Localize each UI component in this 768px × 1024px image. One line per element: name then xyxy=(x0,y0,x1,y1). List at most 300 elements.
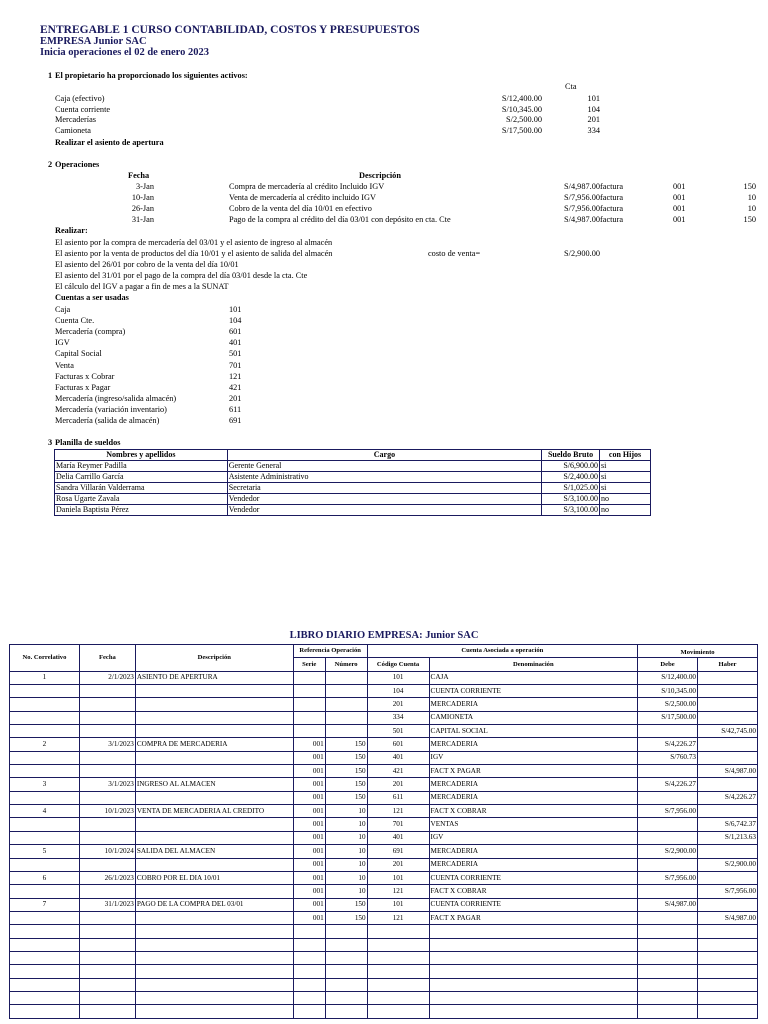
journal-header-codigo: Código Cuenta xyxy=(367,658,429,671)
journal-correlativo xyxy=(10,858,80,871)
section-2-title: Operaciones xyxy=(55,160,100,169)
account-name: Mercadería (variación inventario) xyxy=(55,404,167,414)
journal-serie xyxy=(293,671,325,684)
journal-codigo: 201 xyxy=(367,698,429,711)
payroll-row xyxy=(55,494,651,505)
asset-amount: S/12,400.00 xyxy=(501,94,542,103)
journal-descripcion xyxy=(135,818,293,831)
journal-header-movimiento: Movimiento xyxy=(638,645,758,658)
journal-correlativo xyxy=(10,698,80,711)
journal-descripcion: VENTA DE MERCADERIA AL CREDITO xyxy=(135,805,293,818)
journal-correlativo: 6 xyxy=(10,871,80,884)
journal-codigo: 121 xyxy=(367,805,429,818)
account-code: 421 xyxy=(229,382,242,392)
journal-numero: 150 xyxy=(325,765,367,778)
journal-denominacion xyxy=(429,965,638,978)
journal-fecha xyxy=(79,685,135,698)
journal-correlativo xyxy=(10,965,80,978)
journal-empty-row xyxy=(10,978,758,991)
account-code: 691 xyxy=(229,416,242,425)
journal-codigo xyxy=(367,965,429,978)
payroll-row xyxy=(55,483,651,494)
journal-header-descripcion: Descripción xyxy=(135,645,293,672)
journal-descripcion: PAGO DE LA COMPRA DEL 03/01 xyxy=(135,898,293,911)
op-serie: 001 xyxy=(673,193,686,202)
payroll-hijos: si xyxy=(600,472,651,483)
journal-codigo: 101 xyxy=(367,671,429,684)
journal-correlativo xyxy=(10,978,80,991)
journal-correlativo xyxy=(10,991,80,1004)
journal-row xyxy=(10,845,758,858)
account-code: 201 xyxy=(229,393,242,403)
journal-serie: 001 xyxy=(293,845,325,858)
journal-fecha xyxy=(79,751,135,764)
journal-debe xyxy=(638,858,698,871)
journal-numero xyxy=(325,991,367,1004)
journal-row xyxy=(10,791,758,804)
journal-codigo: 421 xyxy=(367,765,429,778)
journal-denominacion: IGV xyxy=(429,831,638,844)
journal-denominacion: MERCADERIA xyxy=(429,698,638,711)
journal-denominacion: FACT X COBRAR xyxy=(429,805,638,818)
journal-debe: S/4,226.27 xyxy=(638,738,698,751)
journal-serie: 001 xyxy=(293,818,325,831)
journal-fecha xyxy=(79,951,135,964)
op-date: 26-Jan xyxy=(131,204,154,213)
journal-correlativo xyxy=(10,885,80,898)
journal-numero: 150 xyxy=(325,791,367,804)
journal-numero: 150 xyxy=(325,898,367,911)
journal-haber xyxy=(698,938,758,951)
journal-empty-row xyxy=(10,991,758,1004)
payroll-header-hijos: con Hijos xyxy=(600,450,651,461)
journal-denominacion: MERCADERIA xyxy=(429,738,638,751)
journal-haber: S/2,900.00 xyxy=(698,858,758,871)
journal-serie xyxy=(293,711,325,724)
journal-haber xyxy=(698,898,758,911)
journal-serie: 001 xyxy=(293,898,325,911)
journal-denominacion xyxy=(429,925,638,938)
journal-codigo: 101 xyxy=(367,871,429,884)
journal-row xyxy=(10,738,758,751)
journal-descripcion xyxy=(135,965,293,978)
journal-header-numero: Número xyxy=(325,658,367,671)
journal-correlativo xyxy=(10,765,80,778)
journal-serie xyxy=(293,698,325,711)
journal-correlativo xyxy=(10,831,80,844)
section-1-number: 1 xyxy=(48,71,53,80)
journal-numero: 10 xyxy=(325,871,367,884)
journal-serie xyxy=(293,978,325,991)
journal-numero: 150 xyxy=(325,911,367,924)
asset-name: Camioneta xyxy=(55,125,91,135)
journal-row xyxy=(10,831,758,844)
journal-empty-row xyxy=(10,925,758,938)
journal-debe xyxy=(638,765,698,778)
journal-descripcion xyxy=(135,951,293,964)
journal-denominacion: CUENTA CORRIENTE xyxy=(429,871,638,884)
journal-codigo: 121 xyxy=(367,911,429,924)
asset-amount: S/17,500.00 xyxy=(501,125,542,135)
journal-debe xyxy=(638,911,698,924)
account-code: 101 xyxy=(229,305,242,314)
journal-descripcion: ASIENTO DE APERTURA xyxy=(135,671,293,684)
journal-correlativo: 5 xyxy=(10,845,80,858)
journal-serie xyxy=(293,965,325,978)
journal-descripcion xyxy=(135,911,293,924)
journal-descripcion xyxy=(135,991,293,1004)
journal-descripcion xyxy=(135,698,293,711)
section-1-title: El propietario ha proporcionado los siguientes activos: xyxy=(55,71,248,80)
journal-debe: S/7,956.00 xyxy=(638,805,698,818)
journal-haber xyxy=(698,978,758,991)
journal-header-serie: Serie xyxy=(293,658,325,671)
journal-codigo xyxy=(367,991,429,1004)
company-name: EMPRESA Junior SAC xyxy=(40,36,147,47)
journal-empty-row xyxy=(10,938,758,951)
op-number: 150 xyxy=(743,182,756,191)
journal-correlativo xyxy=(10,791,80,804)
payroll-hijos: si xyxy=(600,483,651,494)
document-title: ENTREGABLE 1 CURSO CONTABILIDAD, COSTOS Y PRESUPUESTOS xyxy=(40,24,420,36)
payroll-name: Rosa Ugarte Zavala xyxy=(55,494,228,505)
journal-haber: S/42,745.00 xyxy=(698,725,758,738)
payroll-name: María Reymer Padilla xyxy=(55,461,228,472)
journal-header-denominacion: Denominación xyxy=(429,658,638,671)
asset-amount: S/2,500.00 xyxy=(506,115,542,124)
account-name: Caja xyxy=(55,305,71,314)
journal-fecha xyxy=(79,925,135,938)
payroll-sueldo: S/3,100.00 xyxy=(542,505,600,516)
op-number: 10 xyxy=(747,204,756,213)
account-name: Mercadería (ingreso/salida almacén) xyxy=(55,393,177,403)
journal-numero xyxy=(325,698,367,711)
journal-serie xyxy=(293,991,325,1004)
task-item: El asiento del 31/01 por el pago de la compra del día 03/01 desde la cta. Cte xyxy=(55,271,308,280)
op-date: 10-Jan xyxy=(131,193,154,202)
payroll-sueldo: S/3,100.00 xyxy=(542,494,600,505)
journal-haber xyxy=(698,711,758,724)
journal-correlativo: 7 xyxy=(10,898,80,911)
journal-haber xyxy=(698,951,758,964)
op-number: 150 xyxy=(743,215,756,224)
journal-fecha xyxy=(79,858,135,871)
op-description: Venta de mercadería al crédito incluido IGV xyxy=(229,193,376,202)
journal-correlativo xyxy=(10,925,80,938)
journal-serie xyxy=(293,951,325,964)
asset-cta: 104 xyxy=(587,104,600,114)
payroll-cargo: Asistente Administrativo xyxy=(227,472,541,483)
op-doc: factura xyxy=(600,182,624,191)
journal-table xyxy=(9,644,758,1019)
journal-header-fecha: Fecha xyxy=(79,645,135,672)
journal-header-haber: Haber xyxy=(698,658,758,671)
journal-codigo: 201 xyxy=(367,778,429,791)
journal-haber: S/4,987.00 xyxy=(698,911,758,924)
payroll-sueldo: S/2,400.00 xyxy=(542,472,600,483)
journal-serie xyxy=(293,938,325,951)
journal-empty-row xyxy=(10,965,758,978)
journal-row xyxy=(10,778,758,791)
op-doc: factura xyxy=(600,204,624,213)
journal-fecha: 3/1/2023 xyxy=(79,738,135,751)
journal-fecha: 31/1/2023 xyxy=(79,898,135,911)
journal-haber xyxy=(698,1005,758,1018)
journal-denominacion: FACT X COBRAR xyxy=(429,885,638,898)
journal-fecha: 3/1/2023 xyxy=(79,778,135,791)
journal-debe: S/7,956.00 xyxy=(638,871,698,884)
journal-haber xyxy=(698,805,758,818)
journal-denominacion xyxy=(429,1005,638,1018)
section-2-number: 2 xyxy=(48,160,53,169)
journal-numero xyxy=(325,671,367,684)
journal-codigo: 501 xyxy=(367,725,429,738)
journal-descripcion xyxy=(135,711,293,724)
journal-denominacion xyxy=(429,951,638,964)
journal-denominacion: CAPITAL SOCIAL xyxy=(429,725,638,738)
journal-denominacion: CUENTA CORRIENTE xyxy=(429,898,638,911)
journal-correlativo: 2 xyxy=(10,738,80,751)
journal-fecha xyxy=(79,965,135,978)
journal-denominacion xyxy=(429,991,638,1004)
journal-descripcion xyxy=(135,765,293,778)
journal-header-correlativo: No. Correlativo xyxy=(10,645,80,672)
op-serie: 001 xyxy=(673,204,686,213)
journal-serie: 001 xyxy=(293,805,325,818)
journal-serie: 001 xyxy=(293,778,325,791)
op-date: 31-Jan xyxy=(131,215,154,224)
journal-numero xyxy=(325,685,367,698)
journal-descripcion xyxy=(135,938,293,951)
journal-debe xyxy=(638,951,698,964)
journal-fecha xyxy=(79,831,135,844)
journal-debe xyxy=(638,831,698,844)
account-name: Mercadería (salida de almacén) xyxy=(55,416,160,425)
payroll-name: Delia Carrillo García xyxy=(55,472,228,483)
op-amount: S/4,987.00 xyxy=(564,215,600,224)
journal-denominacion: VENTAS xyxy=(429,818,638,831)
journal-descripcion xyxy=(135,978,293,991)
payroll-header-name: Nombres y apellidos xyxy=(55,450,228,461)
journal-debe: S/10,345.00 xyxy=(638,685,698,698)
journal-codigo xyxy=(367,925,429,938)
section-1-task: Realizar el asiento de apertura xyxy=(55,138,164,147)
journal-haber: S/1,213.63 xyxy=(698,831,758,844)
journal-row xyxy=(10,751,758,764)
journal-correlativo xyxy=(10,911,80,924)
journal-codigo xyxy=(367,951,429,964)
account-name: Facturas x Pagar xyxy=(55,382,111,392)
journal-denominacion: IGV xyxy=(429,751,638,764)
journal-fecha xyxy=(79,978,135,991)
journal-descripcion xyxy=(135,925,293,938)
journal-fecha: 2/1/2023 xyxy=(79,671,135,684)
journal-numero xyxy=(325,978,367,991)
journal-denominacion: CAJA xyxy=(429,671,638,684)
ops-desc-header: Descripción xyxy=(359,171,401,180)
journal-descripcion xyxy=(135,685,293,698)
journal-haber xyxy=(698,738,758,751)
journal-numero xyxy=(325,1005,367,1018)
journal-descripcion xyxy=(135,725,293,738)
journal-correlativo xyxy=(10,938,80,951)
journal-fecha: 26/1/2023 xyxy=(79,871,135,884)
realizar-label: Realizar: xyxy=(55,226,88,235)
journal-codigo: 401 xyxy=(367,831,429,844)
account-name: Venta xyxy=(55,360,74,370)
payroll-hijos: no xyxy=(600,505,651,516)
journal-codigo: 611 xyxy=(367,791,429,804)
journal-correlativo xyxy=(10,818,80,831)
journal-header-cuenta: Cuenta Asociada a operación xyxy=(367,645,637,658)
journal-fecha xyxy=(79,1005,135,1018)
journal-numero xyxy=(325,938,367,951)
journal-codigo xyxy=(367,938,429,951)
journal-denominacion xyxy=(429,978,638,991)
journal-haber xyxy=(698,671,758,684)
journal-serie: 001 xyxy=(293,871,325,884)
journal-correlativo xyxy=(10,685,80,698)
journal-haber xyxy=(698,965,758,978)
journal-denominacion: MERCADERIA xyxy=(429,858,638,871)
journal-debe xyxy=(638,725,698,738)
journal-numero: 150 xyxy=(325,778,367,791)
journal-codigo: 334 xyxy=(367,711,429,724)
journal-haber xyxy=(698,751,758,764)
journal-correlativo xyxy=(10,751,80,764)
op-date: 3-Jan xyxy=(136,182,154,191)
payroll-header-sueldo: Sueldo Bruto xyxy=(542,450,600,461)
payroll-name: Daniela Baptista Pérez xyxy=(55,505,228,516)
costo-venta-value: S/2,900.00 xyxy=(564,249,600,258)
task-item: El asiento por la compra de mercadería del 03/01 y el asiento de ingreso al almacén xyxy=(55,238,333,247)
journal-fecha: 10/1/2023 xyxy=(79,805,135,818)
journal-correlativo: 3 xyxy=(10,778,80,791)
journal-descripcion: SALIDA DEL ALMACEN xyxy=(135,845,293,858)
journal-row xyxy=(10,885,758,898)
journal-haber xyxy=(698,778,758,791)
journal-numero xyxy=(325,725,367,738)
journal-codigo xyxy=(367,1005,429,1018)
journal-denominacion: FACT X PAGAR xyxy=(429,765,638,778)
journal-codigo: 601 xyxy=(367,738,429,751)
journal-haber xyxy=(698,685,758,698)
journal-debe xyxy=(638,791,698,804)
journal-debe: S/2,500.00 xyxy=(638,698,698,711)
op-description: Pago de la compra al crédito del día 03/01 con depósito en cta. Cte xyxy=(229,215,451,224)
journal-numero: 10 xyxy=(325,818,367,831)
journal-numero: 10 xyxy=(325,805,367,818)
journal-debe: S/4,226.27 xyxy=(638,778,698,791)
journal-denominacion: MERCADERIA xyxy=(429,778,638,791)
journal-numero xyxy=(325,951,367,964)
account-name: IGV xyxy=(55,338,70,348)
journal-denominacion: FACT X PAGAR xyxy=(429,911,638,924)
payroll-cargo: Vendedor xyxy=(227,494,541,505)
journal-debe: S/4,987.00 xyxy=(638,898,698,911)
journal-serie xyxy=(293,1005,325,1018)
journal-codigo: 101 xyxy=(367,898,429,911)
journal-serie: 001 xyxy=(293,738,325,751)
journal-correlativo xyxy=(10,711,80,724)
journal-serie: 001 xyxy=(293,858,325,871)
journal-fecha xyxy=(79,765,135,778)
journal-serie: 001 xyxy=(293,911,325,924)
journal-fecha xyxy=(79,991,135,1004)
journal-codigo: 121 xyxy=(367,885,429,898)
journal-numero: 10 xyxy=(325,885,367,898)
journal-haber: S/6,742.37 xyxy=(698,818,758,831)
op-amount: S/7,956.00 xyxy=(564,193,600,202)
payroll-row xyxy=(55,505,651,516)
journal-debe xyxy=(638,925,698,938)
payroll-cargo: Vendedor xyxy=(227,505,541,516)
start-date-note: Inicia operaciones el 02 de enero 2023 xyxy=(40,47,209,58)
journal-numero: 10 xyxy=(325,858,367,871)
journal-fecha: 10/1/2024 xyxy=(79,845,135,858)
journal-numero xyxy=(325,965,367,978)
payroll-row xyxy=(55,472,651,483)
journal-numero: 150 xyxy=(325,738,367,751)
account-code: 701 xyxy=(229,360,242,370)
journal-haber: S/7,956.00 xyxy=(698,885,758,898)
journal-haber xyxy=(698,871,758,884)
journal-denominacion: MERCADERIA xyxy=(429,845,638,858)
op-amount: S/4,987.00 xyxy=(564,182,600,191)
account-name: Mercadería (compra) xyxy=(55,327,126,337)
journal-fecha xyxy=(79,818,135,831)
journal-codigo: 201 xyxy=(367,858,429,871)
account-code: 601 xyxy=(229,327,242,337)
journal-serie xyxy=(293,685,325,698)
journal-fecha xyxy=(79,711,135,724)
journal-row xyxy=(10,805,758,818)
account-name: Cuenta Cte. xyxy=(55,316,95,326)
journal-row xyxy=(10,871,758,884)
asset-cta: 334 xyxy=(587,125,600,135)
journal-fecha xyxy=(79,885,135,898)
journal-correlativo: 1 xyxy=(10,671,80,684)
journal-denominacion: CUENTA CORRIENTE xyxy=(429,685,638,698)
journal-haber: S/4,987.00 xyxy=(698,765,758,778)
op-number: 10 xyxy=(747,193,756,202)
op-doc: factura xyxy=(600,193,624,202)
journal-numero: 10 xyxy=(325,845,367,858)
journal-numero xyxy=(325,711,367,724)
account-name: Facturas x Cobrar xyxy=(55,371,115,381)
asset-cta: 201 xyxy=(587,115,600,124)
journal-descripcion: INGRESO AL ALMACEN xyxy=(135,778,293,791)
payroll-cargo: Secretaria xyxy=(227,483,541,494)
journal-debe xyxy=(638,991,698,1004)
cta-label: Cta xyxy=(565,82,577,91)
journal-serie: 001 xyxy=(293,885,325,898)
journal-serie: 001 xyxy=(293,751,325,764)
journal-descripcion xyxy=(135,1005,293,1018)
op-amount: S/7,956.00 xyxy=(564,204,600,213)
diario-title: LIBRO DIARIO EMPRESA: Junior SAC xyxy=(289,630,479,641)
journal-denominacion: CAMIONETA xyxy=(429,711,638,724)
journal-serie: 001 xyxy=(293,831,325,844)
journal-debe: S/2,900.00 xyxy=(638,845,698,858)
journal-row xyxy=(10,685,758,698)
payroll-hijos: no xyxy=(600,494,651,505)
journal-debe xyxy=(638,965,698,978)
journal-descripcion: COBRO POR EL DIA 10/01 xyxy=(135,871,293,884)
op-description: Compra de mercadería al crédito Incluido IGV xyxy=(229,182,385,191)
payroll-sueldo: S/1,025.00 xyxy=(542,483,600,494)
journal-serie xyxy=(293,725,325,738)
